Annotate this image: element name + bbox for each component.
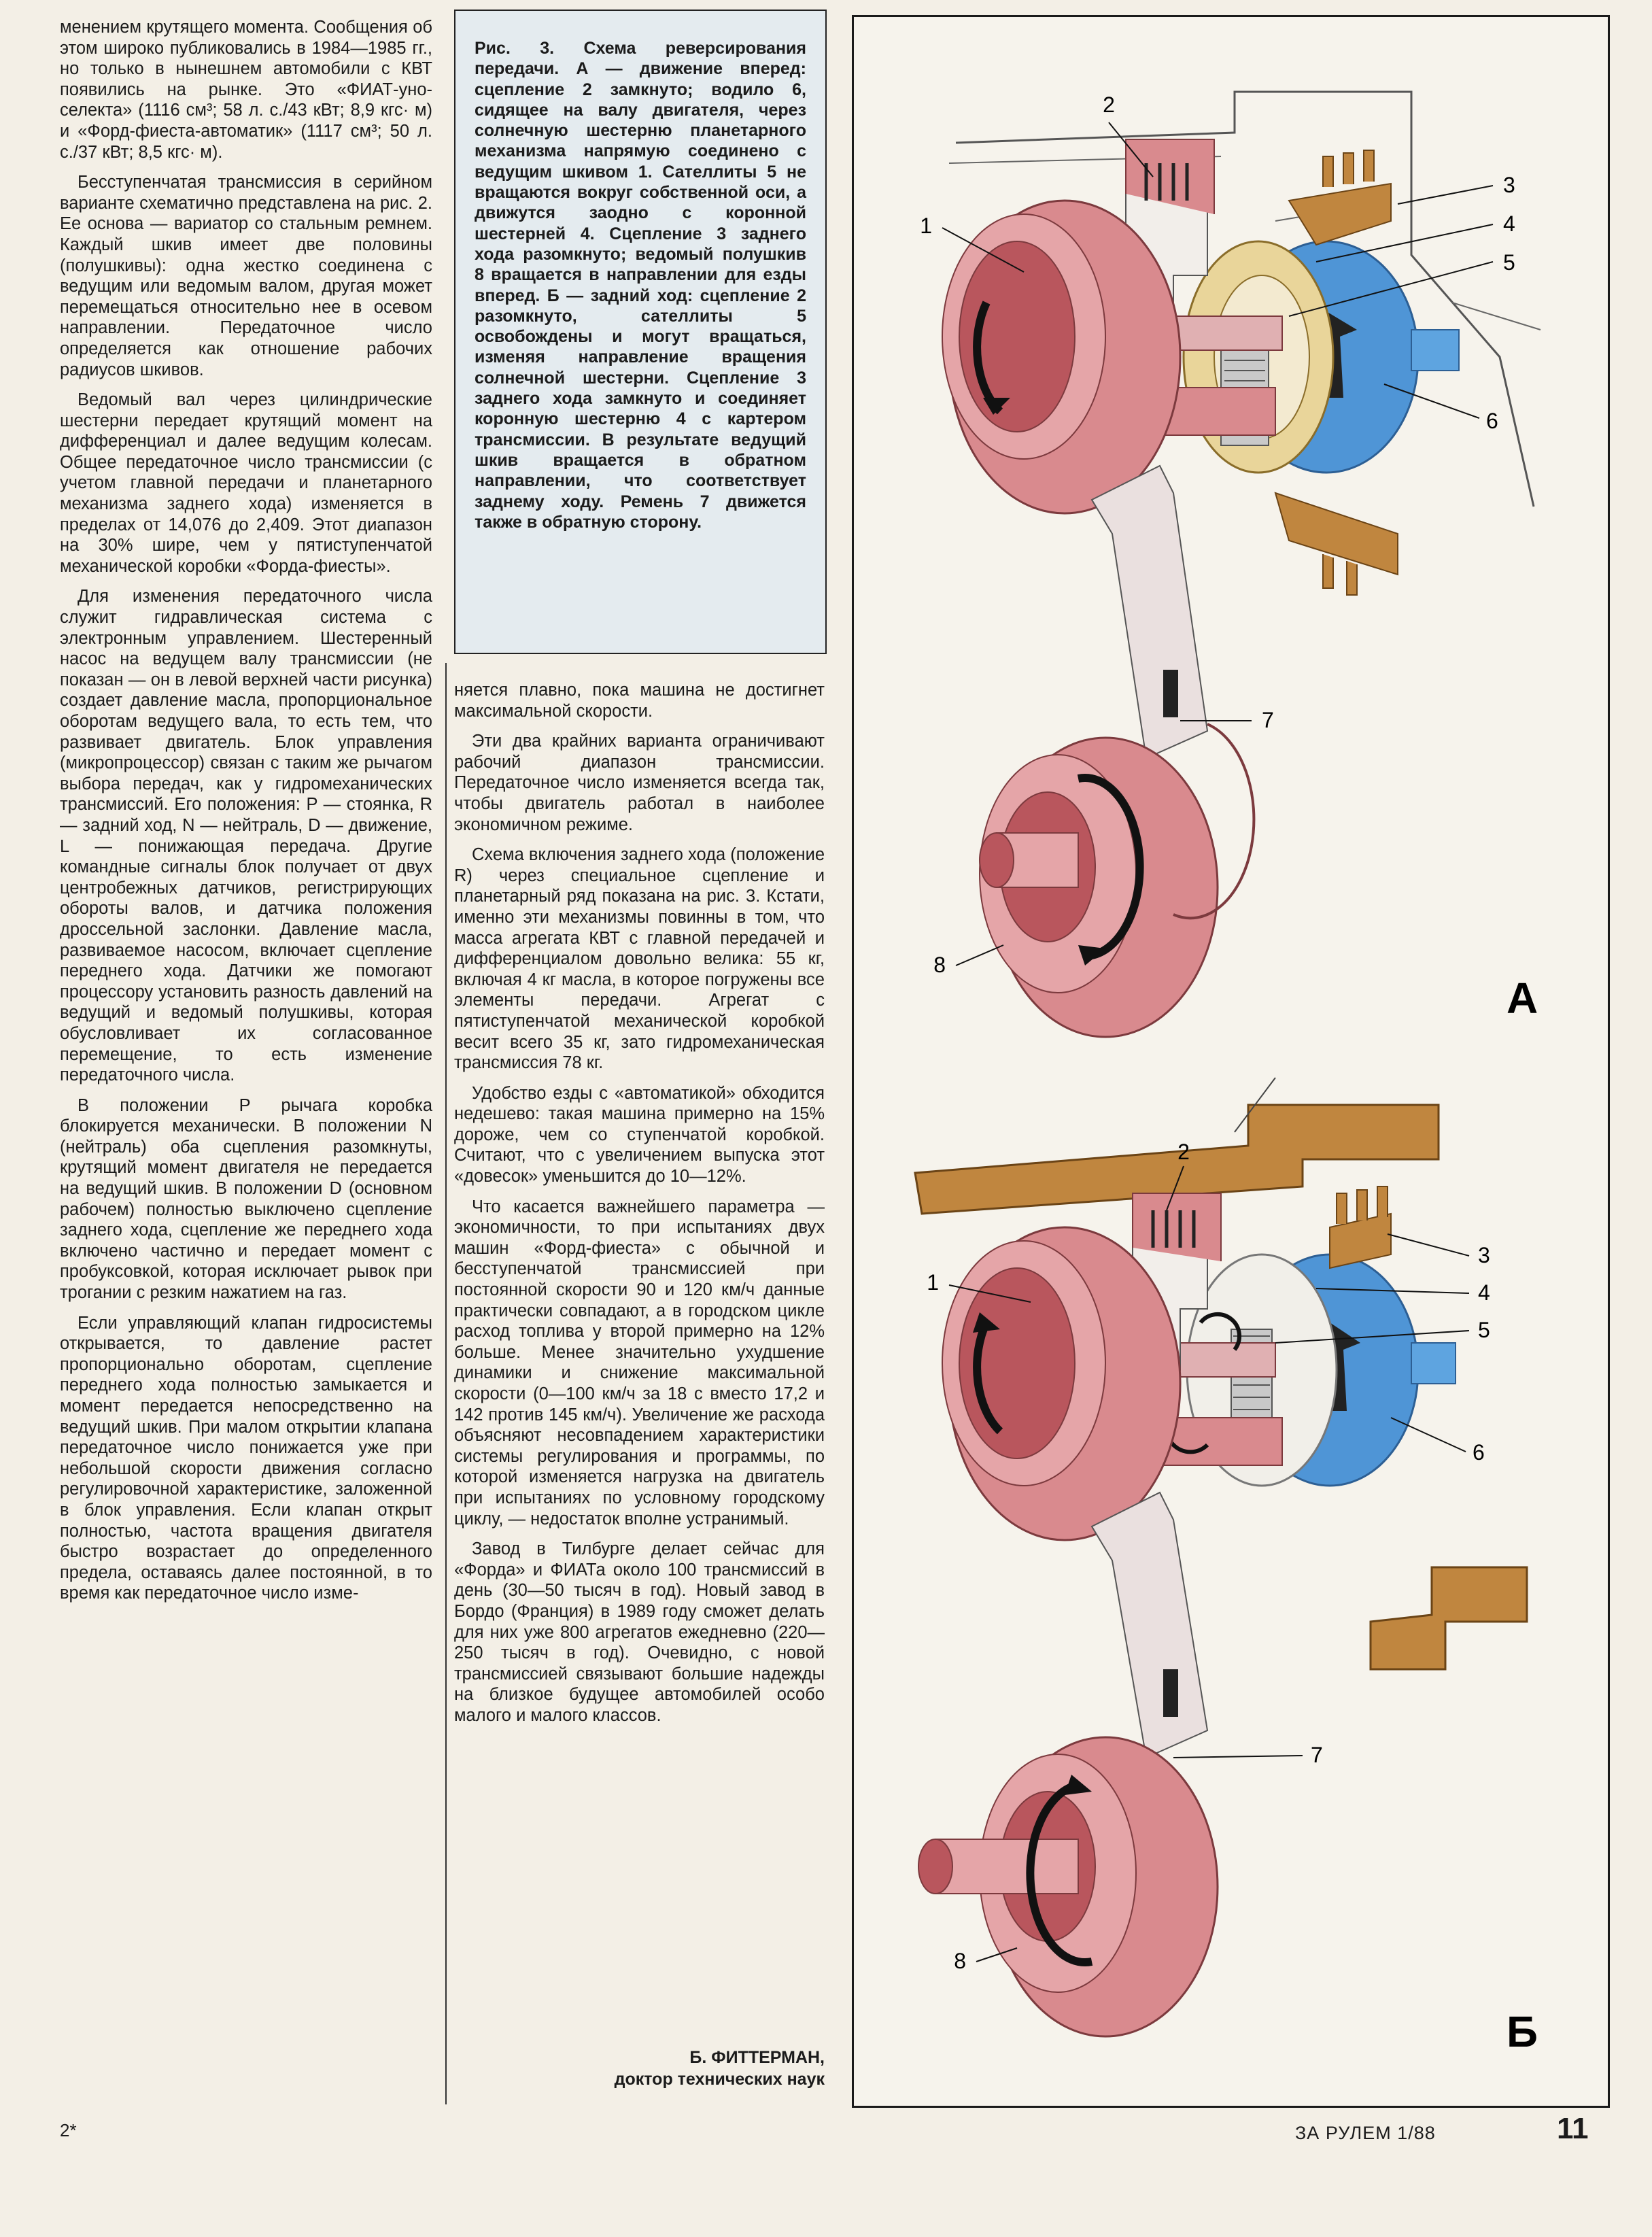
panel-b-label: Б <box>1507 2007 1538 2056</box>
paragraph: Удобство езды с «автоматикой» обходится недешево: такая машина примерно на 15% дороже, чем со ступенчатой коробкой. Считают, что с увеличением выпуска этот «довесок» уменьшится до 10—12%. <box>454 1083 825 1186</box>
transmission-diagram <box>854 17 1612 2110</box>
callout-8-b: 8 <box>954 1949 966 1973</box>
callout-6-a: 6 <box>1486 409 1498 433</box>
callout-5-b: 5 <box>1478 1318 1490 1342</box>
paragraph: Для изменения передаточного числа служит гидравлическая система с электронным управлением. Шестеренный насос на ведущем валу трансмиссии (не показан — он в левой верхней части рисунка) создает давление масла, пропорциональное оборотам ведущего вала, то есть тем, что развивает двигатель. Блок управления (микропроцессор) связан с таким же рычагом выбора передач, как у гидромеханических трансмиссий. Его положения: P — стоянка, R — задний ход, N — нейтраль, D — движение, L — понижающая передача. Другие командные сигналы блок получает от двух центробежных датчиков, регистрирующих обороты валов, и датчика положения дроссельной заслонки. Давление масла, развиваемое насосом, включает сцепление переднего хода. Датчики же помогают процессору установить разность давлений на ведущий и ведомый полушкивы, которая обусловливает их согласованное перемещение, то есть изменение передаточного числа. <box>60 587 432 1085</box>
article-column-1 <box>60 17 432 1613</box>
paragraph: Схема включения заднего хода (положение R) через специальное сцепление и планетарный ряд показана на рис. 3. Кстати, именно эти механизмы повинны в том, что масса агрегата КВТ с главной передачей и дифференциалом довольно велика: 55 кг, включая 4 кг масла, в которое погружены все элементы передачи. Агрегат с пятиступенчатой механической коробкой весит всего 35 кг, зато гидромеханическая трансмиссия 78 кг. <box>454 845 825 1073</box>
paragraph: Эти два крайних варианта ограничивают рабочий диапазон трансмиссии. Передаточное число изменяется всегда так, чтобы двигатель работал в наиболее экономичном режиме. <box>454 732 825 834</box>
figure-caption-box <box>454 10 827 654</box>
callout-4-b: 4 <box>1478 1280 1490 1305</box>
clutch-3 <box>1289 184 1391 245</box>
callout-7-a: 7 <box>1262 708 1274 732</box>
column-divider <box>445 663 447 2104</box>
paragraph: Бесступенчатая трансмиссия в серийном варианте схематично представлена на рис. 2. Ее основа — вариатор со стальным ремнем. Каждый шкив имеет две половины (полушкивы): одна жестко соединена с ведущим или ведомым валом, другая может перемещаться относительно нее в осевом направлении. Передаточное число определяется как отношение рабочих радиусов шкивов. <box>60 173 432 379</box>
callout-8-a: 8 <box>933 953 946 977</box>
callout-7-b: 7 <box>1311 1743 1323 1767</box>
panel-a-drawing <box>942 92 1541 1037</box>
magazine-issue: ЗА РУЛЕМ 1/88 <box>1295 2123 1436 2143</box>
author-signature <box>454 2047 825 2090</box>
panel-a-label: А <box>1507 974 1538 1023</box>
callout-3-a: 3 <box>1503 173 1515 197</box>
callout-6-b: 6 <box>1473 1440 1485 1465</box>
paragraph: Если управляющий клапан гидросистемы открывается, то давление растет пропорционально оборотам, сцепление переднего хода полностью замыкается и момент передается непосредственно на ведущий шкив. При малом открытии клапана передаточное число понижается уже при небольшой скорости движения согласно регулировочной характеристике, заложенной в блок управления. Если клапан открыт полностью, частота вращения двигателя быстро возрастает до определенного предела, оставаясь далее постоянной, в то время как передаточное число изме- <box>60 1313 432 1603</box>
figure-illustration <box>852 15 1610 2108</box>
callout-4-a: 4 <box>1503 211 1515 236</box>
callout-5-a: 5 <box>1503 250 1515 275</box>
author-title: доктор технических наук <box>614 2070 825 2089</box>
callout-1-a: 1 <box>920 214 932 238</box>
paragraph: В положении P рычага коробка блокируется механически. В положении N (нейтраль) оба сцепления разомкнуты, крутящий момент двигателя не передается на ведущий шкив. В положении D (основном рабочем) полностью выключено сцепление заднего хода, сцепление же переднего хода включено частично и передает момент с пробуксовкой, которая исключает рывок при трогании с резким нажатием на газ. <box>60 1095 432 1303</box>
paragraph: менением крутящего момента. Сообщения об этом широко публиковались в 1984—1985 гг., но только в нынешнем автомобили с КВТ появились на рынке. Это «ФИАТ-уно-селекта» (1116 см³; 58 л. с./43 кВт; 8,9 кгс· м) и «Форд-фиеста-автоматик» (1117 см³; 50 л. с./37 кВт; 8,5 кгс· м). <box>60 18 432 162</box>
callout-3-b: 3 <box>1478 1243 1490 1267</box>
paragraph: няется плавно, пока машина не достигнет максимальной скорости. <box>454 681 825 721</box>
article-column-2 <box>454 680 825 1736</box>
callout-2-b: 2 <box>1177 1140 1190 1164</box>
author-name: Б. ФИТТЕРМАН, <box>689 2048 825 2067</box>
paragraph: Что касается важнейшего параметра — экономичности, то при испытаниях двух машин «Форд-фиеста» с обычной и бесступенчатой трансмиссией при постоянной скорости 90 и 120 км/ч данные практически совпадают, а в городском цикле расход топлива у второй примерно на 12% больше. Менее значительно ухудшение динамики и снижение максимальной скорости (0—100 км/ч за 18 с вместо 17,2 и 142 против 145 км/ч). Увеличение же расхода объясняют несовпадением характеристики системы регулирования и программы, по которой изменяется нагрузка на двигатель при испытаниях по условному городскому циклу, — недостаток вполне устранимый. <box>454 1197 825 1529</box>
page-number: 11 <box>1557 2112 1589 2145</box>
panel-b-drawing <box>915 1078 1527 2036</box>
paragraph: Завод в Тилбурге делает сейчас для «Форда» и ФИАТа около 100 трансмиссий в день (30—50 тысяч в год). Новый завод в Бордо (Франция) в 1989 году сможет делать для них уже 800 агрегатов ежедневно (220—250 тысяч в год). Очевидно, с новой трансмиссией связывают большие надежды на близкое будущее автомобилей особо малого и малого классов. <box>454 1539 825 1725</box>
callout-1-b: 1 <box>927 1270 939 1295</box>
callout-2-a: 2 <box>1103 92 1115 117</box>
belt-7 <box>1092 466 1207 758</box>
figure-caption: Рис. 3. Схема реверсирования передачи. А — движение вперед: сцепление 2 замкнуто; водило 6, сидящее на валу двигателя, через солнечную шестерню планетарного механизма напрямую соединено с ведущим шкивом 1. Сателлиты 5 не вращаются вокруг собственной оси, а движутся заодно с коронной шестерней 4. Сцепление 3 заднего хода разомкнуто; ведомый полушкив 8 вращается в направлении для езды вперед. Б — задний ход: сцепление 2 разомкнуто, сателлиты 5 освобождены и могут вращаться, изменяя направление вращения солнечной шестерни. Сцепление 3 заднего хода замкнуто и соединяет коронную шестерню 4 с картером трансмиссии. В результате ведущий шкив вращается в обратном направлении, что соответствует заднему ходу. Ремень 7 движется также в обратную сторону. <box>475 39 806 532</box>
paragraph: Ведомый вал через цилиндрические шестерни передает крутящий момент на дифференциал и далее ведущим колесам. Общее передаточное число трансмиссии (с учетом главной передачи и планетарного механизма заднего хода) изменяется в пределах от 14,076 до 2,409. Этот диапазон на 30% шире, чем у пятиступенчатой механической коробки «Форда-фиесты». <box>60 390 432 576</box>
page-mark: 2* <box>60 2120 77 2140</box>
